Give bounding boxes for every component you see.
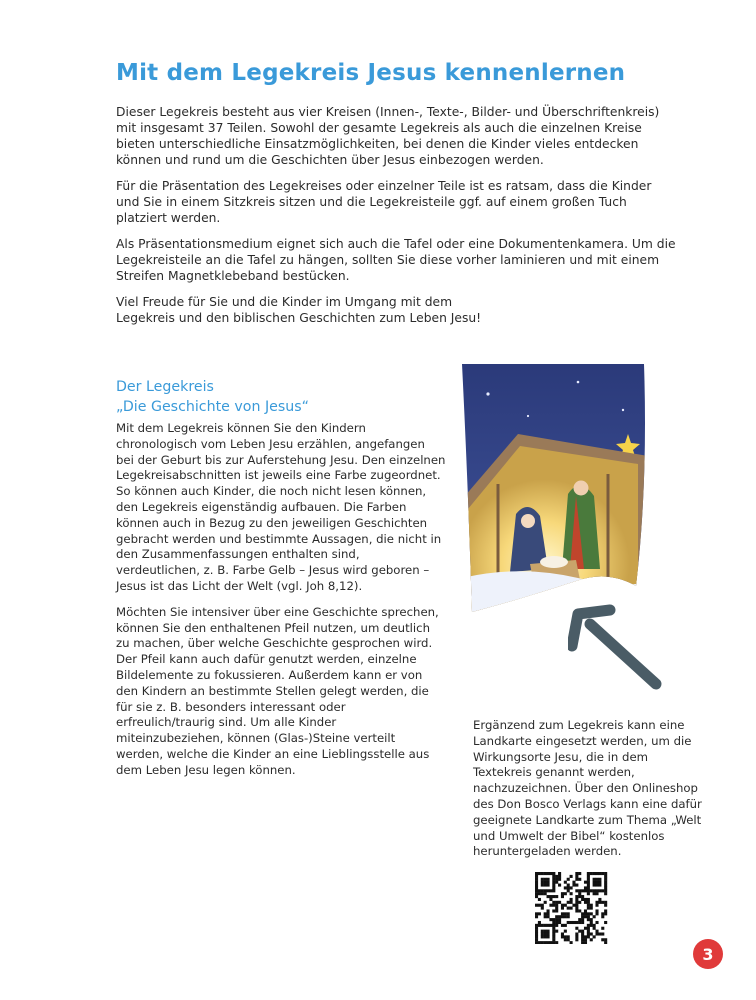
body-paragraph: Mit dem Legekreis können Sie den Kindern chronologisch vom Leben Jesu erzählen, angefangen bei der Geburt bis zur Auferstehung Jesu. Den einzelnen Legekreisabschnitten ist jeweils eine Farbe zugeordnet. So können auch Kinder, die noch nicht lesen können, den Legekreis eigenständig aufbauen. Die Farben können auch in Bezug zu den jeweiligen Geschichten gebracht werden und bestimmte Aussagen, die nicht in den Zusammenfassungen enthalten sind, verdeutlichen, z. B. Farbe Gelb – Jesus wird geboren – Jesus ist das Licht der Welt (vgl. Joh 8,12).	[116, 421, 446, 593]
sidebar-paragraph: Ergänzend zum Legekreis kann eine Landkarte eingesetzt werden, um die Wirkungsorte Jesu, die in dem Textekreis genannt werden, nachzuzeichnen. Über den Onlineshop des Don Bosco Verlags kann eine dafür geeignete Landkarte zum Thema „Welt und Umwelt der Bibel“ kostenlos heruntergeladen werden.	[473, 718, 702, 859]
qr-code-icon[interactable]	[533, 872, 609, 944]
body-paragraph: Möchten Sie intensiver über eine Geschichte sprechen, können Sie den enthaltenen Pfeil nutzen, um deutlich zu machen, über welche Geschichte gesprochen wird. Der Pfeil kann auch dafür genutzt werden, einzelne Bildelemente zu fokussieren. Außerdem kann er von den Kindern an bestimmte Stellen gelegt werden, die für sie z. B. besonders interessant oder erfreulich/traurig sind. Um alle Kinder miteinzubeziehen, können (Glas-)Steine verteilt werden, welche die Kinder an eine Lieblingsstelle aus dem Leben Jesu legen können.	[116, 604, 439, 777]
page-number-badge: 3	[693, 939, 723, 969]
section-heading-line: „Die Geschichte von Jesus“	[116, 399, 310, 415]
intro-paragraph: Viel Freude für Sie und die Kinder im Umgang mit dem Legekreis und den biblischen Geschichten zum Leben Jesu!	[116, 295, 482, 325]
intro-section	[116, 104, 676, 336]
section-heading-line: Der Legekreis	[116, 379, 214, 395]
intro-paragraph: Dieser Legekreis besteht aus vier Kreisen (Innen-, Texte-, Bilder- und Überschriftenkreis) mit insgesamt 37 Teilen. Sowohl der gesamte Legekreis als auch die einzelnen Kreise bieten unterschiedliche Einsatzmöglichkeiten, bei denen die Kinder vieles entdecken können und rund um die Geschichten über Jesus einbezogen werden.	[116, 105, 660, 167]
section-heading	[116, 377, 309, 417]
intro-paragraph: Als Präsentationsmedium eignet sich auch die Tafel oder eine Dokumentenkamera. Um die Legekreisteile an die Tafel zu hängen, sollten Sie diese vorher laminieren und mit einem Streifen Magnetklebeband bestücken.	[116, 237, 676, 283]
nativity-illustration	[458, 364, 658, 614]
map-info	[473, 718, 705, 860]
legekreis-description	[116, 421, 446, 789]
intro-paragraph: Für die Präsentation des Legekreises oder einzelner Teile ist es ratsam, dass die Kinder und Sie in einem Sitzkreis sitzen und die Legekreisteile ggf. auf einem großen Tuch platziert werden.	[116, 179, 652, 225]
page-title: Mit dem Legekreis Jesus kennenlernen	[116, 60, 626, 86]
arrow-up-left-icon	[568, 604, 668, 696]
